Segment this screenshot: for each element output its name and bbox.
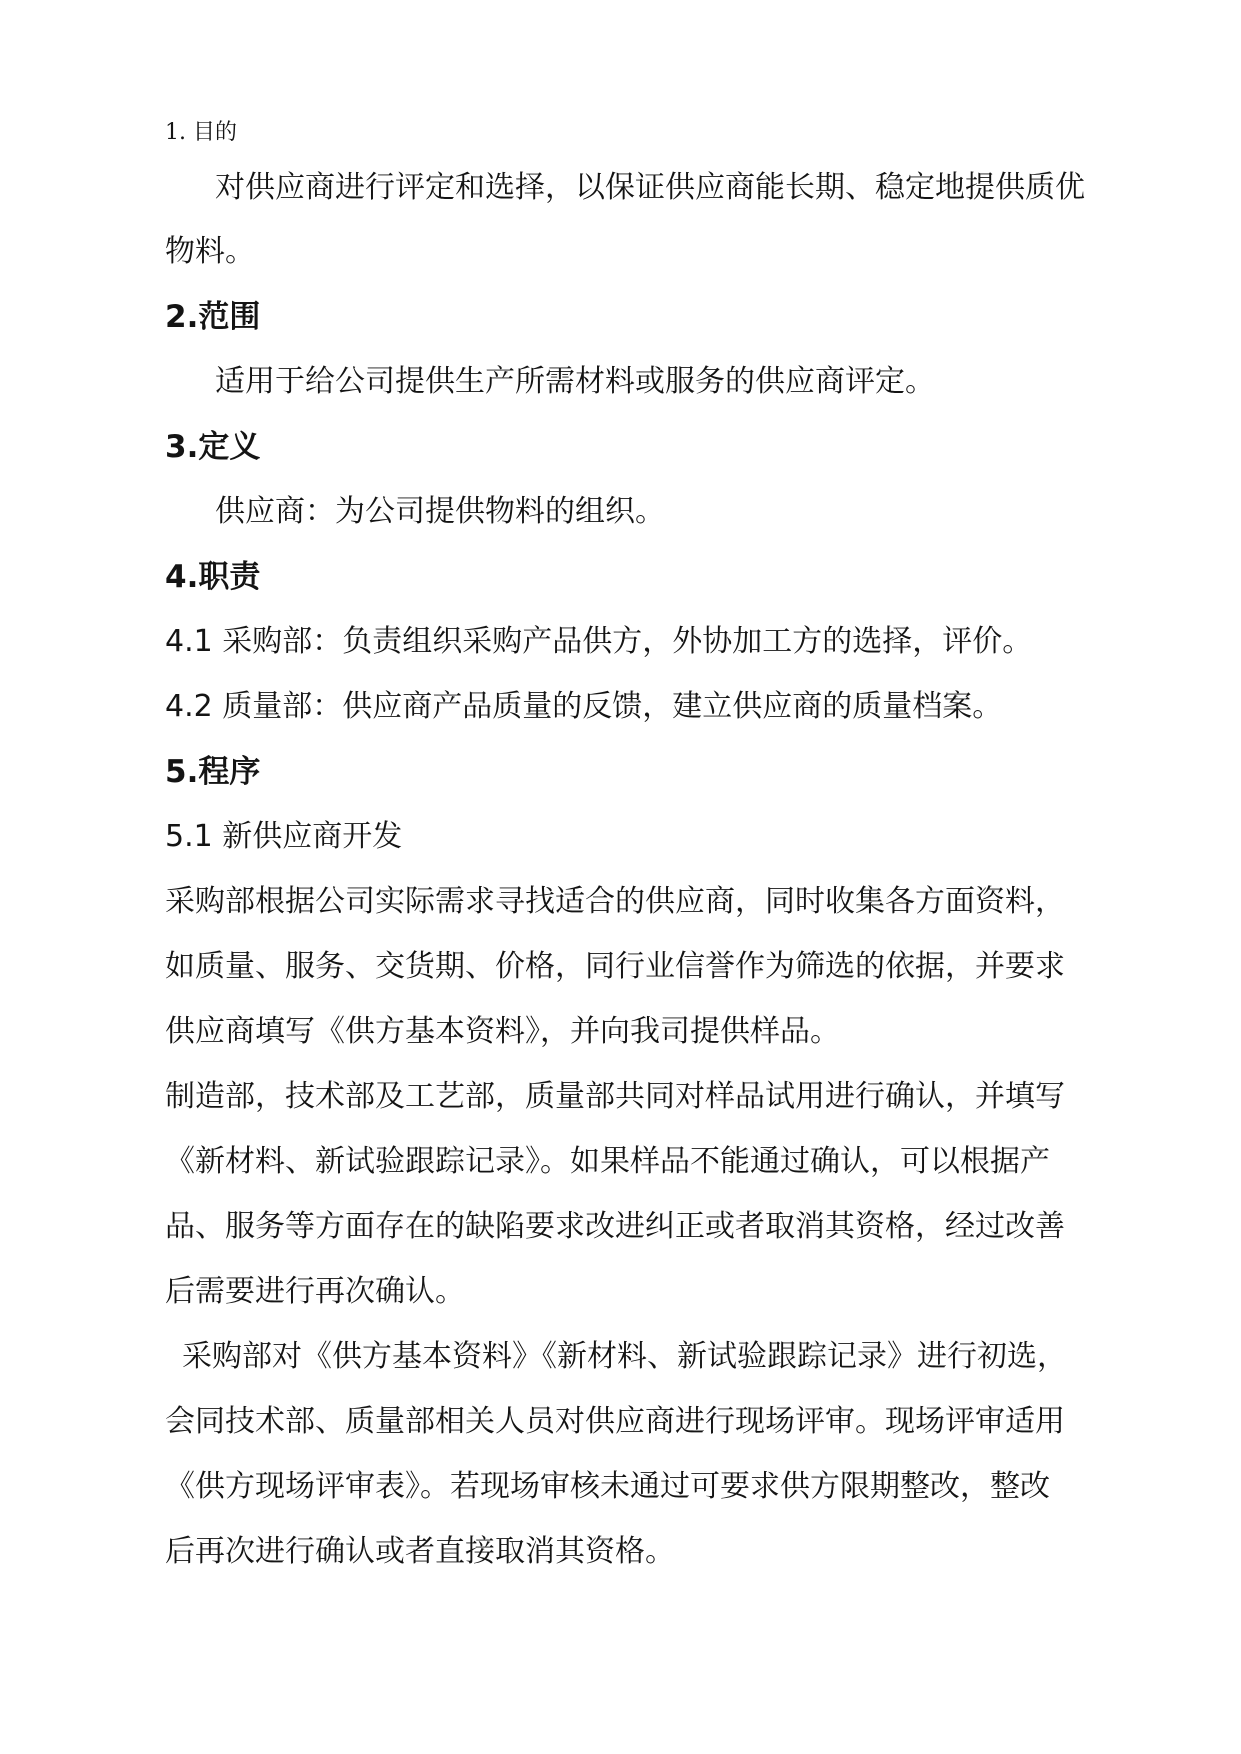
section-3-heading: 3.定义	[165, 429, 261, 465]
section-5-heading: 5.程序	[165, 754, 261, 790]
section-3-line-1: 供应商：为公司提供物料的组织。	[215, 494, 665, 529]
section-5-line-6: 品、服务等方面存在的缺陷要求改进纠正或者取消其资格，经过改善	[165, 1209, 1065, 1244]
section-5-line-4: 制造部，技术部及工艺部，质量部共同对样品试用进行确认，并填写	[165, 1079, 1065, 1114]
section-4-line-1: 4.1 采购部：负责组织采购产品供方，外协加工方的选择，评价。	[165, 624, 1033, 659]
section-4-heading: 4.职责	[165, 559, 261, 595]
section-5-line-2: 如质量、服务、交货期、价格，同行业信誉作为筛选的依据，并要求	[165, 949, 1065, 984]
section-5-line-7: 后需要进行再次确认。	[165, 1274, 465, 1309]
section-1-line-2: 物料。	[165, 234, 255, 269]
section-5-line-5: 《新材料、新试验跟踪记录》。如果样品不能通过确认，可以根据产	[165, 1144, 1050, 1179]
section-5-line-3: 供应商填写《供方基本资料》，并向我司提供样品。	[165, 1014, 840, 1049]
section-2-heading: 2.范围	[165, 299, 261, 335]
section-5-line-10: 《供方现场评审表》。若现场审核未通过可要求供方限期整改，整改	[165, 1469, 1050, 1504]
section-1-line-1: 对供应商进行评定和选择，以保证供应商能长期、稳定地提供质优	[215, 170, 1085, 205]
section-5-line-8: 采购部对《供方基本资料》《新材料、新试验跟踪记录》进行初选，	[182, 1339, 1067, 1374]
section-5-line-11: 后再次进行确认或者直接取消其资格。	[165, 1534, 675, 1569]
section-2-line-1: 适用于给公司提供生产所需材料或服务的供应商评定。	[215, 364, 935, 399]
section-5-subheading: 5.1 新供应商开发	[165, 819, 403, 854]
section-1-heading: 1. 目的	[165, 120, 237, 145]
section-5-line-9: 会同技术部、质量部相关人员对供应商进行现场评审。现场评审适用	[165, 1404, 1065, 1439]
section-4-line-2: 4.2 质量部：供应商产品质量的反馈，建立供应商的质量档案。	[165, 689, 1003, 724]
section-5-line-1: 采购部根据公司实际需求寻找适合的供应商，同时收集各方面资料，	[165, 884, 1065, 919]
